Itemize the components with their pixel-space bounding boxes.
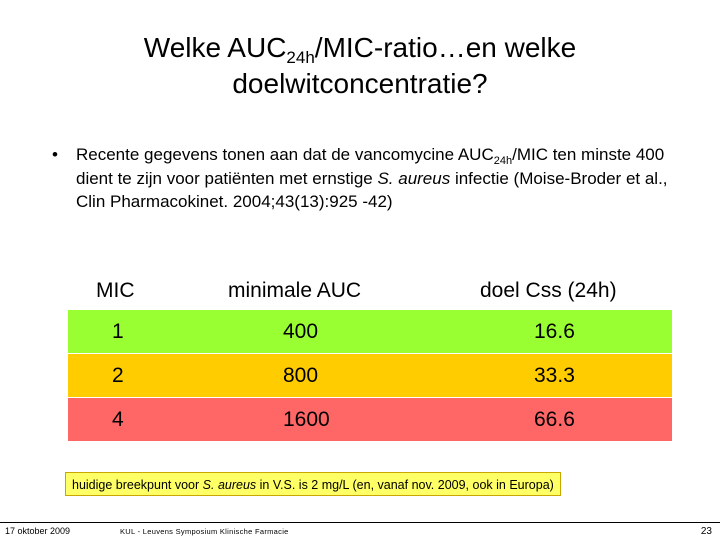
bullet-species: S. aureus [377, 168, 451, 188]
dosing-table [68, 310, 672, 442]
table-row [68, 310, 672, 354]
header-mic: MIC [96, 279, 135, 302]
cell-css: 66.6 [534, 408, 575, 431]
note-species: S. aureus [202, 478, 257, 492]
cell-mic: 2 [112, 364, 124, 387]
cell-auc: 400 [283, 320, 319, 343]
slide-title [60, 30, 660, 102]
footer-date: 17 oktober 2009 [5, 526, 71, 536]
title-subscript: 24h [286, 48, 315, 67]
bullet-reference: infectie (Moise-Broder et al., Clin Pharmacokinet. 2004;43(13):925 -42) [76, 168, 668, 211]
cell-auc: 1600 [283, 408, 330, 431]
cell-auc: 800 [283, 364, 319, 387]
bullet-marker: • [52, 145, 58, 164]
bullet-item [52, 143, 682, 214]
cell-css: 33.3 [534, 364, 575, 387]
table-row [68, 354, 672, 398]
footer-event: KUL - Leuvens Symposium Klinische Farmacie [120, 527, 289, 536]
title-text: Welke AUC [143, 32, 287, 63]
note-text-b: in V.S. is 2 mg/L (en, vanaf nov. 2009, ook in Europa) [256, 478, 554, 492]
slide-title-line-2: doelwitconcentratie? [232, 68, 488, 99]
header-min-auc: minimale AUC [228, 279, 362, 302]
bullet-subscript: 24h [493, 155, 513, 167]
note-text-a: huidige breekpunt voor [72, 478, 203, 492]
cell-mic: 4 [112, 408, 124, 431]
title-text-cont: /MIC-ratio…en welke [314, 32, 577, 63]
bullet-text-a: Recente gegevens tonen aan dat de vancomycine AUC [76, 145, 494, 164]
cell-mic: 1 [112, 320, 124, 343]
header-target-css: doel Css (24h) [480, 279, 617, 302]
footer-divider [0, 522, 720, 523]
page-number: 23 [700, 526, 712, 537]
breakpoint-note [65, 472, 561, 496]
slide-title-line-1 [60, 30, 660, 66]
bullet-text-b: /MIC ten minste 400 dient te zijn voor patiënten met ernstige [76, 145, 665, 188]
table-row [68, 398, 672, 442]
bullet-text [76, 143, 682, 214]
cell-css: 16.6 [534, 320, 575, 343]
